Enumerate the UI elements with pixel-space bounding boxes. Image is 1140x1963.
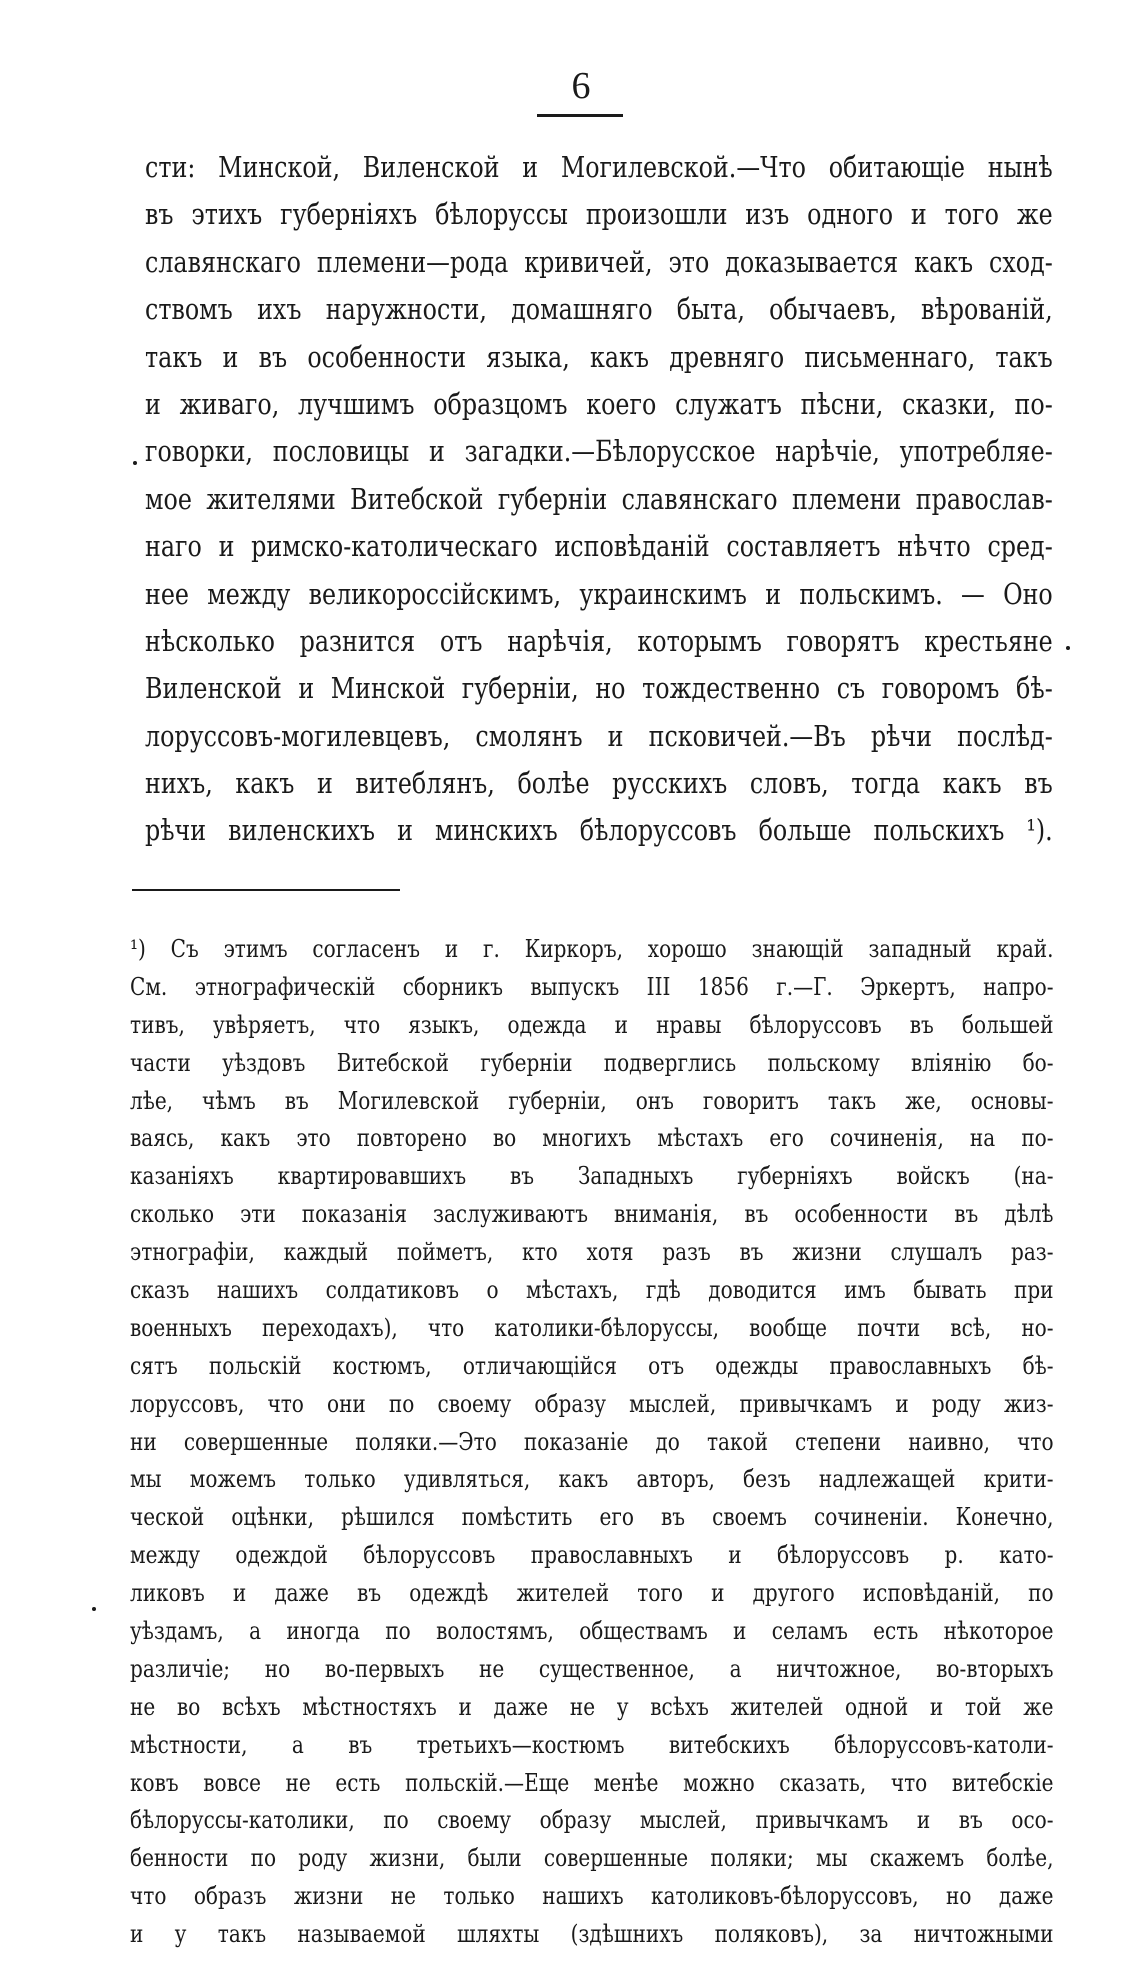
footnote-line: ковъ вовсе не есть польскій.—Еще менѣе можно сказать, что витебскіе: [130, 1768, 1054, 1797]
body-line: такъ и въ особенности языка, какъ древняго письменнаго, такъ: [145, 339, 1053, 374]
footnote-line: ваясь, какъ это повторено во многихъ мѣстахъ его сочиненія, на по-: [130, 1124, 1054, 1153]
page-number: 6: [571, 65, 591, 107]
body-line: и живаго, лучшимъ образцомъ коего служатъ пѣсни, сказки, по-: [145, 386, 1053, 421]
margin-speck: [1066, 646, 1070, 650]
footnote-line: сятъ польскій костюмъ, отличающійся отъ одежды православныхъ бѣ-: [130, 1351, 1054, 1380]
footnote-line: между одеждой бѣлоруссовъ православныхъ и бѣлоруссовъ р. като-: [130, 1541, 1054, 1570]
footnote-line: мы можемъ только удивляться, какъ авторъ, безъ надлежащей крити-: [130, 1465, 1054, 1494]
footnote-line: ликовъ и даже въ одеждѣ жителей того и другого исповѣданій, по: [130, 1579, 1054, 1608]
footnote-line: казаніяхъ квартировавшихъ въ Западныхъ губерніяхъ войскъ (на-: [130, 1162, 1054, 1191]
footnote-line: лоруссовъ, что они по своему образу мыслей, привычкамъ и роду жиз-: [130, 1389, 1054, 1418]
footnote-line: что образъ жизни не только нашихъ католиковъ-бѣлоруссовъ, но даже: [130, 1882, 1054, 1911]
footnote-line: лѣе, чѣмъ въ Могилевской губерніи, онъ говоритъ такъ же, основы-: [130, 1086, 1054, 1115]
page-number-rule: [537, 114, 623, 117]
footnote-line: ческой оцѣнки, рѣшился помѣстить его въ своемъ сочиненіи. Конечно,: [130, 1503, 1054, 1532]
footnote-line: бенности по роду жизни, были совершенные поляки; мы скажемъ болѣе,: [130, 1844, 1054, 1873]
footnote-line: бѣлоруссы-католики, по своему образу мыслей, привычкамъ и въ осо-: [130, 1806, 1054, 1835]
body-line: лоруссовъ-могилевцевъ, смолянъ и псковичей.—Въ рѣчи послѣд-: [145, 718, 1053, 753]
body-line: наго и римско-католическаго исповѣданій составляетъ нѣчто сред-: [145, 529, 1053, 564]
footnote-text: [130, 931, 1054, 1954]
main-body-text: [145, 144, 1053, 855]
footnote-line: уѣздамъ, а иногда по волостямъ, обществамъ и селамъ есть нѣкоторое: [130, 1617, 1054, 1646]
margin-speck: [92, 1607, 96, 1611]
body-line: въ этихъ губерніяхъ бѣлоруссы произошли изъ одного и того же: [145, 197, 1053, 232]
body-line: ствомъ ихъ наружности, домашняго быта, обычаевъ, вѣрованій,: [145, 292, 1053, 327]
footnote-line: этнографіи, каждый пойметъ, кто хотя разъ въ жизни слушалъ раз-: [130, 1238, 1054, 1267]
body-line: славянскаго племени—рода кривичей, это доказывается какъ сход-: [145, 244, 1053, 279]
body-line: нѣсколько разнится отъ нарѣчія, которымъ говорятъ крестьяне: [145, 623, 1053, 658]
body-line: говорки, пословицы и загадки.—Бѣлорусское нарѣчіе, употребляе-: [145, 434, 1053, 469]
footnote-line: военныхъ переходахъ), что католики-бѣлоруссы, вообще почти всѣ, но-: [130, 1313, 1054, 1342]
body-line: сти: Минской, Виленской и Могилевской.—Что обитающіе нынѣ: [145, 150, 1053, 184]
footnote-line: См. этнографическій сборникъ выпускъ III 1856 г.—Г. Эркертъ, напро-: [130, 972, 1054, 1001]
footnote-line: и у такъ называемой шляхты (здѣшнихъ поляковъ), за ничтожными: [130, 1920, 1054, 1949]
body-line: мое жителями Витебской губерніи славянскаго племени православ-: [145, 481, 1053, 516]
footnote-line: сколько эти показанія заслуживаютъ вниманія, въ особенности въ дѣлѣ: [130, 1200, 1054, 1229]
footnote-line: сказъ нашихъ солдатиковъ о мѣстахъ, гдѣ доводится имъ бывать при: [130, 1276, 1054, 1305]
margin-speck: [133, 461, 137, 465]
body-line: Виленской и Минской губерніи, но тождественно съ говоромъ бѣ-: [145, 671, 1053, 706]
body-line: нихъ, какъ и витеблянъ, болѣе русскихъ словъ, тогда какъ въ: [145, 766, 1053, 801]
footnote-line: мѣстности, а въ третьихъ—костюмъ витебскихъ бѣлоруссовъ-католи-: [130, 1730, 1054, 1759]
body-line: нее между великороссійскимъ, украинскимъ и польскимъ. — Оно: [145, 576, 1053, 611]
footnote-line: не во всѣхъ мѣстностяхъ и даже не у всѣхъ жителей одной и той же: [130, 1692, 1054, 1721]
body-line: рѣчи виленскихъ и минскихъ бѣлоруссовъ больше польскихъ ¹).: [145, 813, 1053, 848]
footnote-separator: [132, 889, 400, 891]
footnote-line: тивъ, увѣряетъ, что языкъ, одежда и нравы бѣлоруссовъ въ большей: [130, 1010, 1054, 1039]
footnote-line: различіе; но во-первыхъ не существенное, а ничтожное, во-вторыхъ: [130, 1654, 1054, 1683]
footnote-line: ¹) Съ этимъ согласенъ и г. Киркоръ, хорошо знающій западный край.: [130, 935, 1054, 963]
footnote-line: части уѣздовъ Витебской губерніи подверглись польскому вліянію бо-: [130, 1048, 1054, 1077]
footnote-line: ни совершенные поляки.—Это показаніе до такой степени наивно, что: [130, 1427, 1054, 1456]
